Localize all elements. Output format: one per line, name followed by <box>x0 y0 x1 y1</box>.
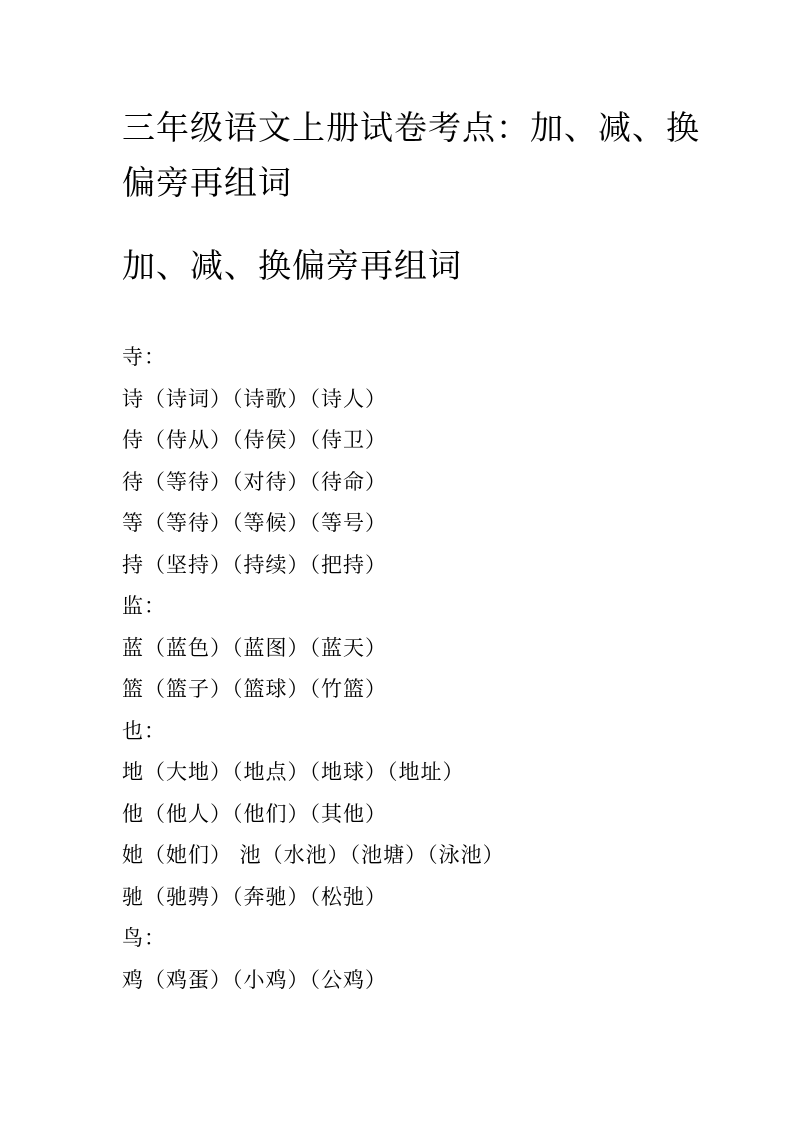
group-heading-ye: 也： <box>122 718 166 743</box>
word-line: 她（她们） 池（水池）（池塘）（泳池） <box>122 843 505 867</box>
word-line: 篮（篮子）（篮球）（竹篮） <box>122 677 387 701</box>
word-list <box>122 337 682 1001</box>
word-line: 等（等待）（等候）（等号） <box>122 511 387 535</box>
document-title: 三年级语文上册试卷考点：加、减、换偏旁再组词 <box>122 108 700 202</box>
word-line: 他（他人）（他们）（其他） <box>122 801 387 826</box>
group-heading-niao: 鸟： <box>122 926 166 950</box>
word-line: 蓝（蓝色）（蓝图）（蓝天） <box>122 635 387 660</box>
word-line: 地（大地）（地点）（地球）（地址） <box>122 760 465 784</box>
group-heading-jian: 监： <box>122 594 166 618</box>
word-line: 待（等待）（对待）（待命） <box>122 469 387 494</box>
word-line: 侍（侍从）（侍侯）（侍卫） <box>122 428 387 452</box>
word-line: 诗（诗词）（诗歌）（诗人） <box>122 386 387 411</box>
section-heading: 加、减、换偏旁再组词 <box>122 246 462 285</box>
word-line: 驰（驰骋）（奔驰）（松弛） <box>122 884 387 909</box>
word-line: 持（坚持）（持续）（把持） <box>122 552 387 577</box>
group-heading-si: 寺： <box>122 345 166 369</box>
word-line: 鸡（鸡蛋）（小鸡）（公鸡） <box>122 967 387 992</box>
